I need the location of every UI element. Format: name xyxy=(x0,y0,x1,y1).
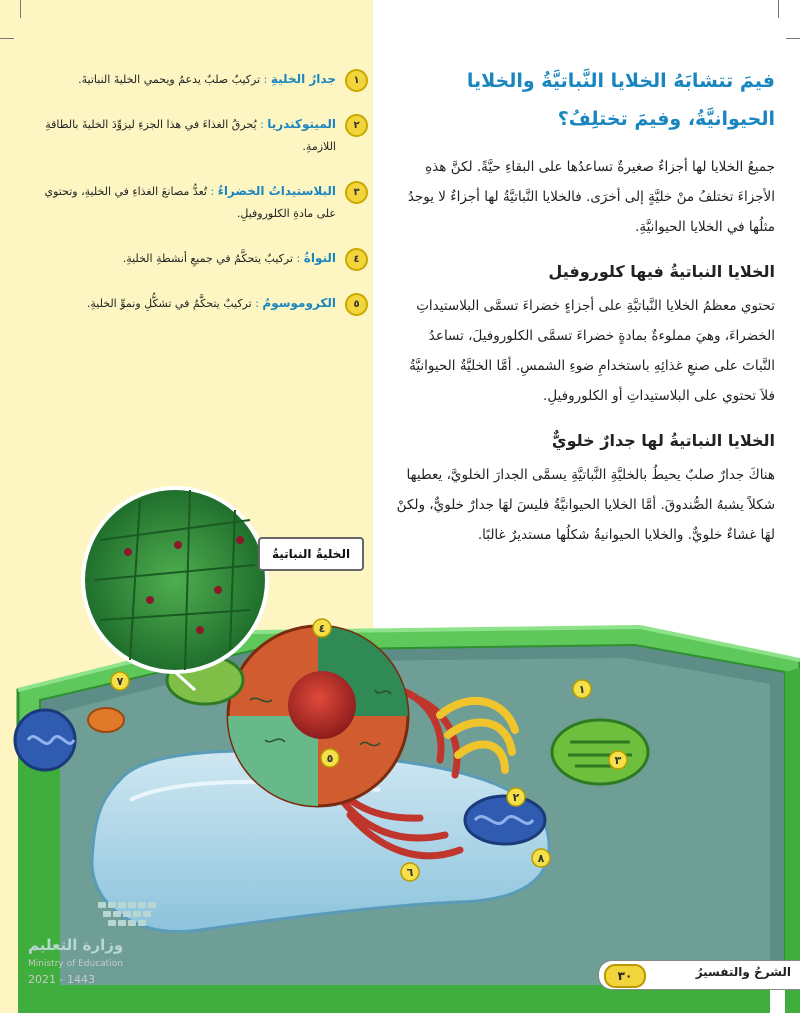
figure-label: ٤ xyxy=(318,622,326,635)
page-number: ٣٠ xyxy=(604,964,646,988)
glossary-definition: تركيبٌ صلبٌ يدعمُ ويحمي الخليةَ النباتيةَ. xyxy=(78,73,261,86)
glossary-sidebar xyxy=(40,68,368,337)
glossary-definition: تركيبٌ يتحكَّمُ في تشكُّلِ ونموِّ الخليةِ. xyxy=(86,297,252,310)
glossary-separator: : xyxy=(293,252,304,265)
glossary-definition: تُعدُّ مصانعَ الغذاءِ في الخليةِ، وتحتوي على مادةِ الكلوروفيلِ. xyxy=(44,185,336,220)
section1-title: الخلايا النباتيةُ فيها كلوروفيل xyxy=(548,262,775,281)
page-heading: فيمَ تتشابَهُ الخلايا النَّباتيَّةُ والخلايا الحيوانيَّةُ، وفيمَ تختلِفُ؟ xyxy=(466,70,775,130)
glossary-definition: يُحرقُ الغذاءَ في هذا الجزءِ ليزوِّدَ الخليةَ بالطاقةِ اللازمةِ. xyxy=(45,118,336,153)
glossary-separator: : xyxy=(206,185,218,198)
figure-label: ٥ xyxy=(326,752,334,765)
crop-mark xyxy=(786,38,800,39)
ministry-name-english: Ministry of Education xyxy=(28,959,123,969)
glossary-separator: : xyxy=(256,118,268,131)
page-footer xyxy=(598,960,800,990)
glossary-term: جدارُ الخليةِ xyxy=(270,72,336,86)
glossary-number: ١ xyxy=(345,69,368,92)
crop-mark xyxy=(778,0,779,18)
glossary-term: البلاستيداتُ الخضراءُ xyxy=(217,184,336,198)
glossary-number: ٤ xyxy=(345,248,368,271)
glossary-number: ٥ xyxy=(345,293,368,316)
ministry-logo-icon xyxy=(28,898,168,938)
section1-paragraph: تحتوي معظمُ الخلايا النَّباتيَّةِ على أجزاءٍ خضراءَ تسمَّى البلاستيداتِ الخضراءَ، وهيَ مملوءةٌ بمادةٍ خضراءَ تسمَّى الكلوروفيلَ، تساعدُ النَّباتَ على صنعِ غذائِهِ باستخدامِ ضوءِ الشمسِ. أمَّا الخليَّةُ الحيوانيَّةُ فلاَ تحتوي على البلاستيداتِ أو الكلوروفيلِ. xyxy=(409,298,775,404)
footer-section-title: الشرحُ والتفسيرُ xyxy=(695,965,791,979)
glossary-term: الكروموسومُ xyxy=(262,296,336,310)
glossary-separator: : xyxy=(251,297,263,310)
glossary-item xyxy=(40,247,368,270)
crop-mark xyxy=(20,0,21,18)
figure-label: ٣ xyxy=(614,754,622,767)
glossary-item xyxy=(40,68,368,91)
glossary-number: ٢ xyxy=(345,114,368,137)
glossary-definition: تركيبٌ يتحكَّمُ في جميعِ أنشطةِ الخليةِ. xyxy=(122,252,294,265)
glossary-number: ٣ xyxy=(345,181,368,204)
figure-caption: الخليةُ النباتيةُ xyxy=(258,537,364,571)
figure-label: ٢ xyxy=(512,791,520,804)
crop-mark xyxy=(0,38,14,39)
ministry-name-arabic: وزارة التعليم xyxy=(28,936,124,954)
figure-label: ٦ xyxy=(406,866,414,879)
figure-label: ١ xyxy=(578,683,586,696)
figure-label: ٨ xyxy=(537,852,545,865)
glossary-item xyxy=(40,113,368,158)
intro-paragraph: جميعُ الخلايا لها أجزاءٌ صغيرةٌ تساعدُها على البقاءِ حيَّةً. لكنَّ هذهِ الأجزاءَ تختلفُ منْ خليَّةٍ إلى أخرَى. فالخلايا النَّباتيَّةُ لها أجزاءٌ لا يوجدُ مثلُها في الخلايا الحيوانيَّةِ. xyxy=(407,159,775,235)
section2-title: الخلايا النباتيةُ لها جدارٌ خلويٌّ xyxy=(551,431,775,450)
glossary-term: النواةُ xyxy=(303,251,336,265)
glossary-item xyxy=(40,292,368,315)
glossary-separator: : xyxy=(260,73,271,86)
section2-paragraph: هناكَ جدارٌ صلبٌ يحيطُ بالخليَّةِ النَّباتيَّةِ يسمَّى الجدارَ الخلويَّ، يعطيها شكلاً يشبهُ الصُّندوقَ. أمَّا الخلايا الحيوانيَّةُ فليسَ لهَا جدارٌ خلويٌّ، ولكنْ لهَا غشاءٌ خلويٌّ. والخلايا الحيوانيةُ شكلُها مستديرٌ غالبًا. xyxy=(396,467,775,543)
glossary-term: الميتوكندريا xyxy=(267,117,336,131)
ministry-year: 2021 - 1443 xyxy=(28,973,95,986)
figure-label: ٧ xyxy=(116,675,124,688)
glossary-item xyxy=(40,180,368,225)
